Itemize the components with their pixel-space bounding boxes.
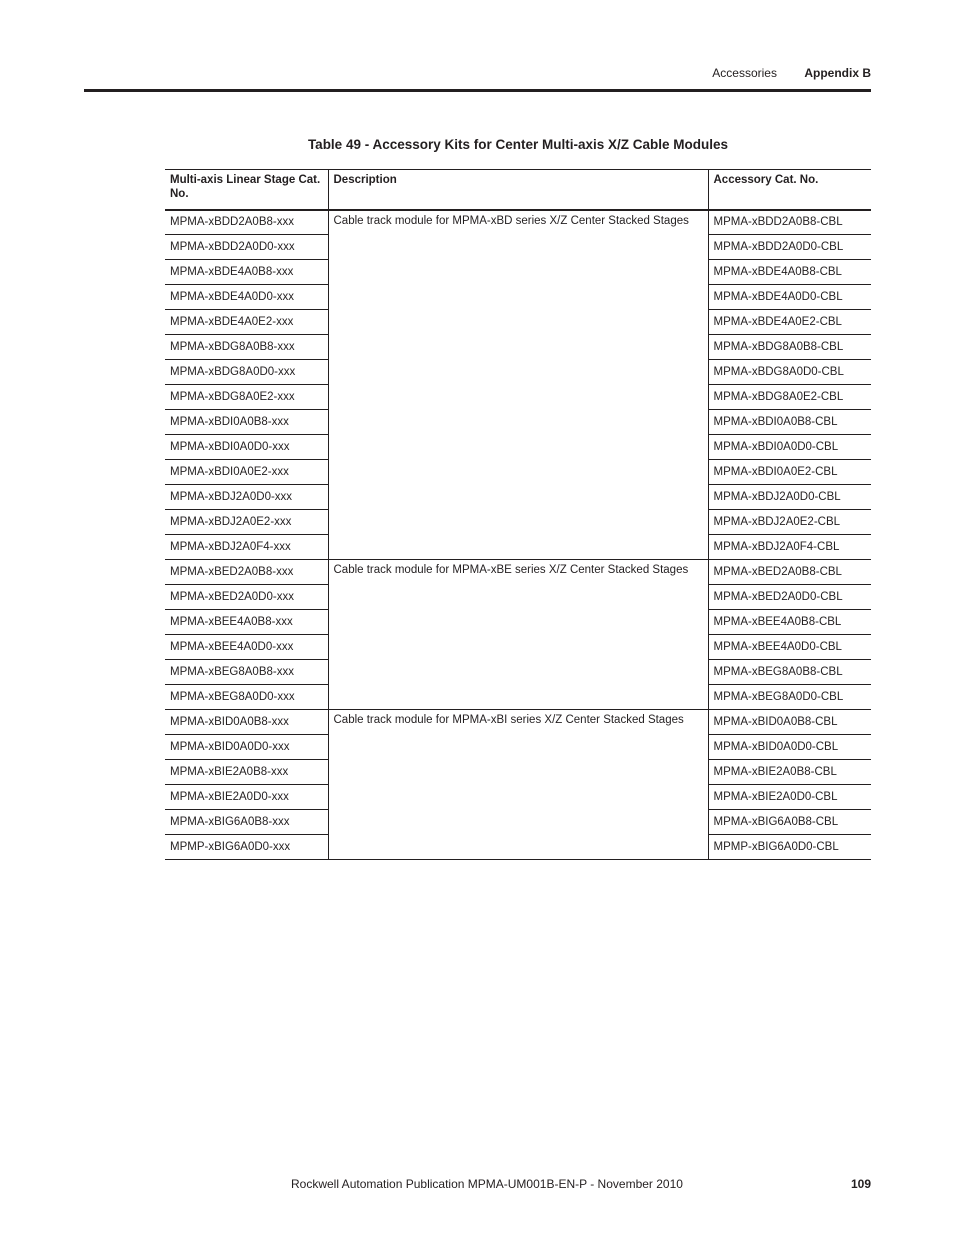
column-header-stage-cat-no: Multi-axis Linear Stage Cat. No. [165,170,328,210]
stage-cat-no-cell: MPMA-xBID0A0D0-xxx [165,735,328,760]
accessory-cat-no-cell: MPMA-xBEE4A0B8-CBL [708,610,871,635]
stage-cat-no-cell: MPMA-xBIE2A0D0-xxx [165,785,328,810]
stage-cat-no-cell: MPMA-xBDE4A0B8-xxx [165,260,328,285]
table-header-row [165,170,871,210]
accessory-cat-no-cell: MPMA-xBIG6A0B8-CBL [708,810,871,835]
accessory-cat-no-cell: MPMA-xBDE4A0B8-CBL [708,260,871,285]
page-number: 109 [850,1177,871,1191]
accessory-cat-no-cell: MPMA-xBED2A0D0-CBL [708,585,871,610]
column-header-accessory-cat-no: Accessory Cat. No. [708,170,871,210]
stage-cat-no-cell: MPMA-xBDJ2A0F4-xxx [165,535,328,560]
header-section-name: Accessories [712,66,777,80]
table-row [165,560,871,585]
stage-cat-no-cell: MPMA-xBED2A0B8-xxx [165,560,328,585]
accessory-cat-no-cell: MPMA-xBDE4A0E2-CBL [708,310,871,335]
accessory-cat-no-cell: MPMA-xBID0A0B8-CBL [708,710,871,735]
stage-cat-no-cell: MPMA-xBID0A0B8-xxx [165,710,328,735]
description-cell: Cable track module for MPMA-xBI series X/Z Center Stacked Stages [328,710,708,860]
stage-cat-no-cell: MPMA-xBIG6A0B8-xxx [165,810,328,835]
accessory-cat-no-cell: MPMA-xBDG8A0B8-CBL [708,335,871,360]
accessory-cat-no-cell: MPMA-xBEG8A0B8-CBL [708,660,871,685]
stage-cat-no-cell: MPMA-xBDE4A0E2-xxx [165,310,328,335]
accessory-cat-no-cell: MPMA-xBEE4A0D0-CBL [708,635,871,660]
accessory-cat-no-cell: MPMA-xBDE4A0D0-CBL [708,285,871,310]
accessory-cat-no-cell: MPMA-xBDG8A0E2-CBL [708,385,871,410]
description-cell: Cable track module for MPMA-xBE series X/Z Center Stacked Stages [328,560,708,710]
accessory-cat-no-cell: MPMA-xBEG8A0D0-CBL [708,685,871,710]
accessory-cat-no-cell: MPMP-xBIG6A0D0-CBL [708,835,871,860]
accessory-cat-no-cell: MPMA-xBDG8A0D0-CBL [708,360,871,385]
footer-publication: Rockwell Automation Publication MPMA-UM001B-EN-P - November 2010 [291,1177,683,1191]
table-body [165,210,871,860]
header-rule [84,89,871,92]
stage-cat-no-cell: MPMA-xBEE4A0D0-xxx [165,635,328,660]
stage-cat-no-cell: MPMA-xBDJ2A0E2-xxx [165,510,328,535]
running-header [712,66,871,80]
header-appendix-label: Appendix B [804,66,871,80]
accessory-cat-no-cell: MPMA-xBED2A0B8-CBL [708,560,871,585]
accessory-kits-table [165,169,871,860]
accessory-cat-no-cell: MPMA-xBDJ2A0E2-CBL [708,510,871,535]
accessory-cat-no-cell: MPMA-xBDD2A0D0-CBL [708,235,871,260]
accessory-cat-no-cell: MPMA-xBIE2A0B8-CBL [708,760,871,785]
column-header-description: Description [328,170,708,210]
stage-cat-no-cell: MPMA-xBIE2A0B8-xxx [165,760,328,785]
stage-cat-no-cell: MPMA-xBDD2A0B8-xxx [165,210,328,235]
stage-cat-no-cell: MPMA-xBDG8A0D0-xxx [165,360,328,385]
stage-cat-no-cell: MPMA-xBDJ2A0D0-xxx [165,485,328,510]
stage-cat-no-cell: MPMP-xBIG6A0D0-xxx [165,835,328,860]
accessory-cat-no-cell: MPMA-xBIE2A0D0-CBL [708,785,871,810]
description-cell: Cable track module for MPMA-xBD series X/Z Center Stacked Stages [328,210,708,560]
accessory-cat-no-cell: MPMA-xBDI0A0D0-CBL [708,435,871,460]
stage-cat-no-cell: MPMA-xBDG8A0B8-xxx [165,335,328,360]
accessory-cat-no-cell: MPMA-xBDJ2A0D0-CBL [708,485,871,510]
stage-cat-no-cell: MPMA-xBDD2A0D0-xxx [165,235,328,260]
stage-cat-no-cell: MPMA-xBDI0A0D0-xxx [165,435,328,460]
accessory-cat-no-cell: MPMA-xBID0A0D0-CBL [708,735,871,760]
table-title: Table 49 - Accessory Kits for Center Multi-axis X/Z Cable Modules [307,137,729,152]
table-row [165,210,871,235]
stage-cat-no-cell: MPMA-xBDE4A0D0-xxx [165,285,328,310]
stage-cat-no-cell: MPMA-xBEG8A0B8-xxx [165,660,328,685]
table-row [165,710,871,735]
accessory-cat-no-cell: MPMA-xBDD2A0B8-CBL [708,210,871,235]
stage-cat-no-cell: MPMA-xBDI0A0E2-xxx [165,460,328,485]
stage-cat-no-cell: MPMA-xBDI0A0B8-xxx [165,410,328,435]
stage-cat-no-cell: MPMA-xBEG8A0D0-xxx [165,685,328,710]
stage-cat-no-cell: MPMA-xBDG8A0E2-xxx [165,385,328,410]
accessory-cat-no-cell: MPMA-xBDI0A0E2-CBL [708,460,871,485]
accessory-cat-no-cell: MPMA-xBDJ2A0F4-CBL [708,535,871,560]
stage-cat-no-cell: MPMA-xBED2A0D0-xxx [165,585,328,610]
accessory-cat-no-cell: MPMA-xBDI0A0B8-CBL [708,410,871,435]
stage-cat-no-cell: MPMA-xBEE4A0B8-xxx [165,610,328,635]
